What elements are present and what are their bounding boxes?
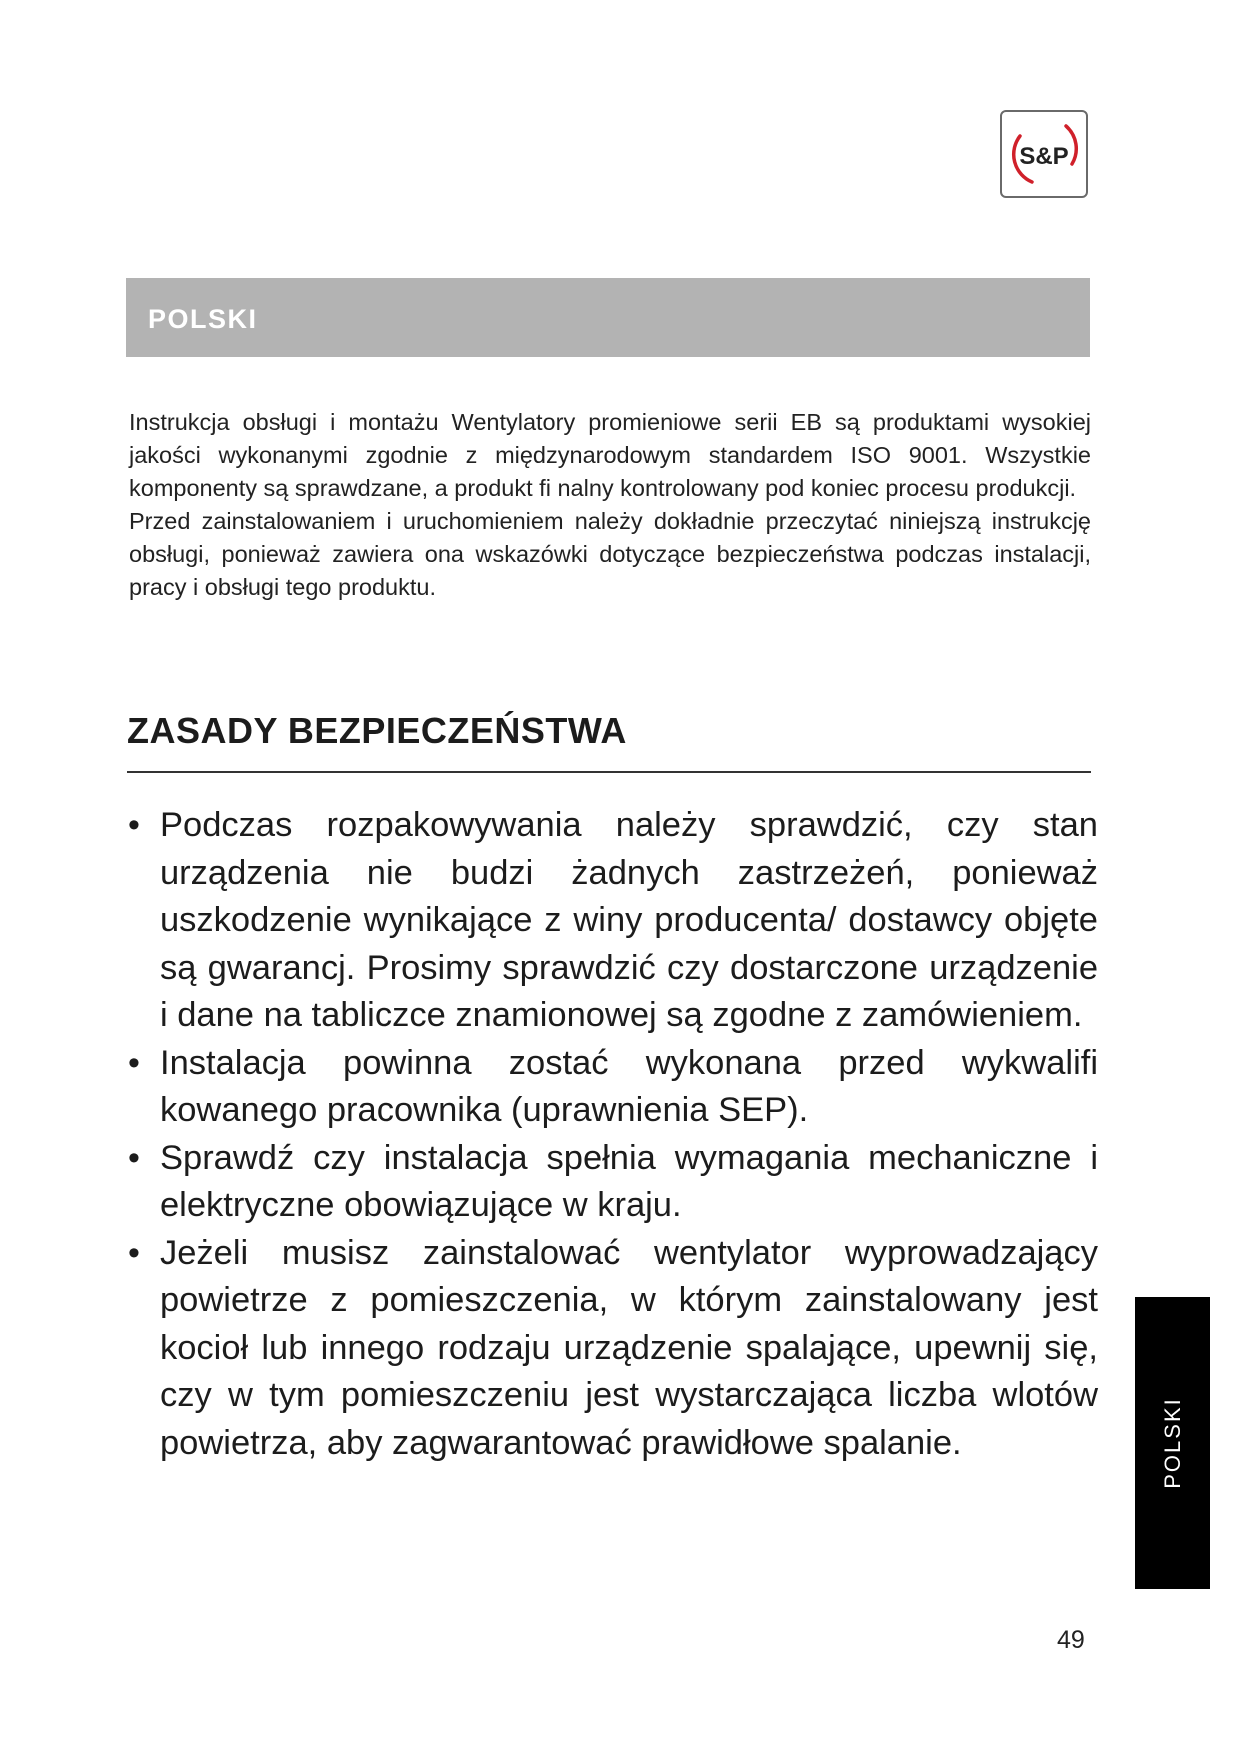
intro-paragraph-1: Instrukcja obsługi i montażu Wentylatory promieniowe serii EB są produktami wysokiej jakości wykonanymi zgodnie z międzynarodowym standardem ISO 9001. Wszystkie komponenty są sprawdzane, a produkt fi nalny kontrolowany pod koniec procesu produkcji. bbox=[129, 409, 1091, 501]
section-title: ZASADY BEZPIECZEŃSTWA bbox=[127, 710, 627, 751]
sp-logo-text: S&P bbox=[1019, 143, 1069, 170]
sp-logo-mark bbox=[1002, 112, 1086, 196]
safety-list bbox=[128, 802, 1098, 1467]
list-item-text: Sprawdź czy instalacja spełnia wymagania mechaniczne i elektryczne obowiązujące w kraju. bbox=[160, 1138, 1098, 1224]
sp-logo bbox=[1000, 110, 1088, 198]
side-language-tab bbox=[1135, 1297, 1210, 1589]
bullet-icon: • bbox=[128, 1233, 140, 1272]
bullet-icon: • bbox=[128, 1138, 140, 1177]
list-item bbox=[128, 1040, 1098, 1135]
list-item bbox=[128, 802, 1098, 1040]
bullet-icon: • bbox=[128, 806, 140, 844]
language-header-bar bbox=[126, 278, 1090, 357]
list-item-text: Instalacja powinna zostać wykonana przed wykwalifi kowanego pracownika (uprawnienia SEP). bbox=[160, 1043, 1098, 1129]
list-item-text: Podczas rozpakowywania należy sprawdzić, czy stan urządzenia nie budzi żadnych zastrzeżeń, ponieważ uszkodzenie wynikające z winy producenta/ dostawcy objęte są gwarancj. Prosimy sprawdzić czy dostarczone urządzenie i dane na tabliczce znamionowej są zgodne z zamówieniem. bbox=[160, 806, 1098, 1034]
list-item-text: Jeżeli musisz zainstalować wentylator wyprowadzający powietrze z pomieszczenia, w którym zainstalowany jest kocioł lub innego rodzaju urządzenie spalające, upewnij się, czy w tym pomieszczeniu jest wystarczająca liczba wlotów powietrza, aby zagwarantować prawidłowe spalanie. bbox=[160, 1233, 1098, 1462]
bullet-icon: • bbox=[128, 1043, 140, 1082]
page-number: 49 bbox=[1057, 1626, 1085, 1654]
language-header-label: POLSKI bbox=[148, 304, 258, 334]
list-item bbox=[128, 1230, 1098, 1468]
intro-text bbox=[129, 406, 1091, 604]
side-language-label: POLSKI bbox=[1159, 1397, 1185, 1489]
list-item bbox=[128, 1135, 1098, 1230]
section-divider bbox=[127, 771, 1091, 773]
intro-paragraph-2: Przed zainstalowaniem i uruchomieniem należy dokładnie przeczytać niniejszą instrukcję obsługi, ponieważ zawiera ona wskazówki dotyczące bezpieczeństwa podczas instalacji, pracy i obsługi tego produktu. bbox=[129, 508, 1091, 600]
